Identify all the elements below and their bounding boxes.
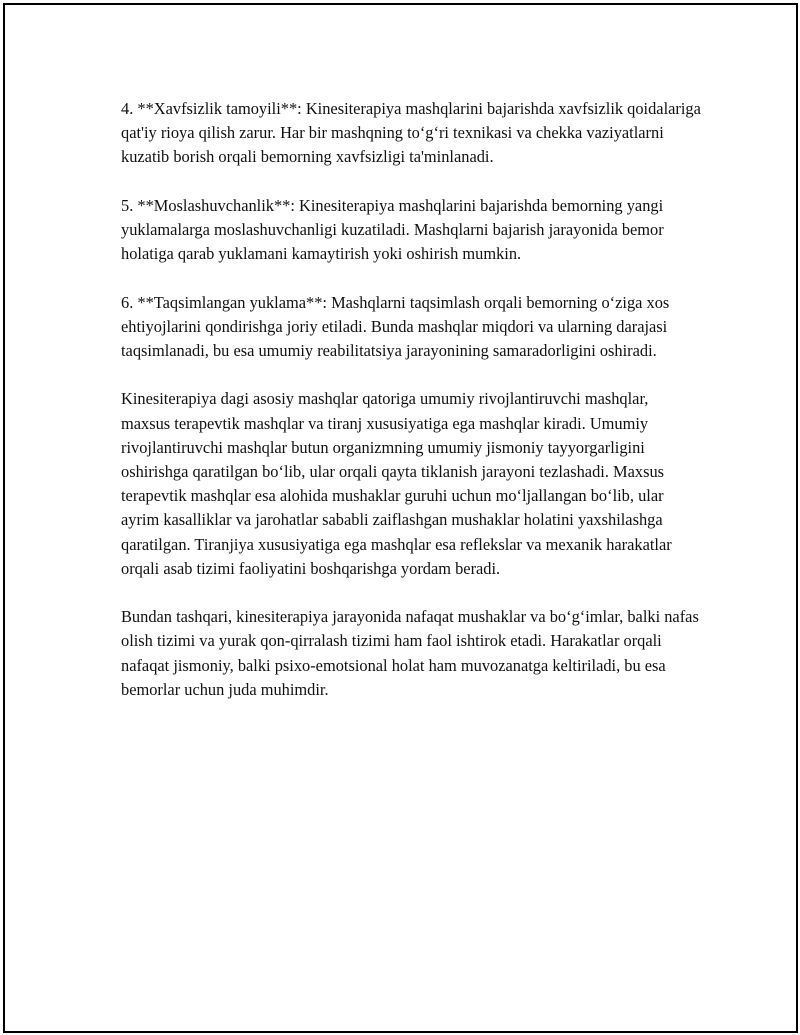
paragraph-distributed-load: 6. **Taqsimlangan yuklama**: Mashqlarni taqsimlash orqali bemorning o‘ziga xos ehtiyojlarini qondirishga joriy etiladi. Bunda mashqlar miqdori va ularning darajasi taqsimlanadi, bu esa umumiy reabilitatsiya jarayonining samaradorligini oshiradi. [121, 292, 670, 360]
paragraph-adaptability: 5. **Moslashuvchanlik**: Kinesiterapiya mashqlarini bajarishda bemorning yangi yuklamalarga moslashuvchanligi kuzatiladi. Mashqlarni bajarish jarayonida bemor holatiga qarab yuklamani kamaytirish yoki oshirish mumkin. [121, 195, 664, 264]
paragraph-body-systems: Bundan tashqari, kinesiterapiya jarayonida nafaqat mushaklar va bo‘g‘imlar, balki nafas olish tizimi va yurak qon-qirralash tizimi ham faol ishtirok etadi. Harakatlar orqali nafaqat jismoniy, balki psixo-emotsional holat ham muvozanatga keltiriladi, bu esa bemorlar uchun juda muhimdir. [121, 607, 699, 699]
paragraph-safety-principle: 4. **Xavfsizlik tamoyili**: Kinesiterapiya mashqlarini bajarishda xavfsizlik qoidalariga qat'iy rioya qilish zarur. Har bir mashqning to‘g‘ri texnikasi va chekka vaziyatlarni kuzatib borish orqali bemorning xavfsizligi ta'minlanadi. [121, 99, 701, 167]
page-frame [3, 3, 798, 1033]
paragraph-exercise-types: Kinesiterapiya dagi asosiy mashqlar qatoriga umumiy rivojlantiruvchi mashqlar, maxsus terapevtik mashqlar va tiranj xususiyatiga ega mashqlar kiradi. Umumiy rivojlantiruvchi mashqlar butun organizmning umumiy jismoniy tayyorgarligini oshirishga qaratilgan bo‘lib, ular orqali qayta tiklanish jarayoni tezlashadi. Maxsus terapevtik mashqlar esa alohida mushaklar guruhi uchun mo‘ljallangan bo‘lib, ular ayrim kasalliklar va jarohatlar sababli zaiflashgan mushaklar holatini yaxshilashga qaratilgan. Tiranjiya xususiyatiga ega mashqlar esa reflekslar va mexanik harakatlar orqali asab tizimi faoliyatini boshqarishga yordam beradi. [121, 389, 672, 578]
document-body [121, 97, 701, 726]
